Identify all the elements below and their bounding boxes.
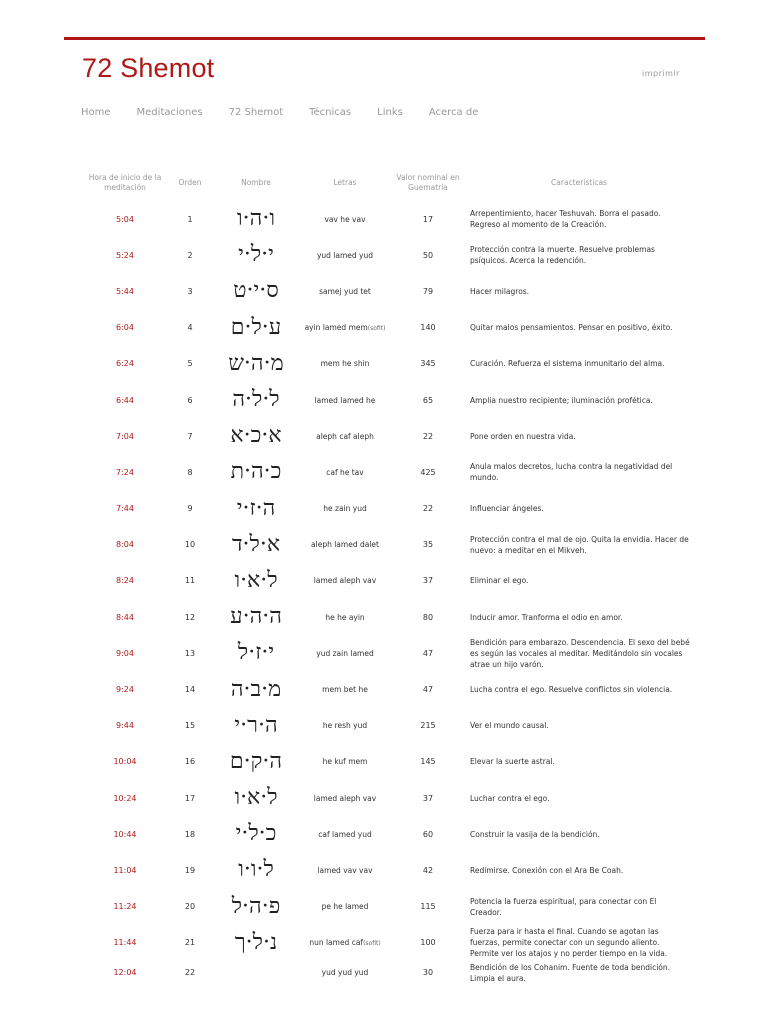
hora-cell: 11:04 xyxy=(113,865,137,875)
hora-cell: 5:24 xyxy=(116,250,134,260)
sofit-note: (sofit) xyxy=(363,939,381,947)
valor-cell: 22 xyxy=(422,431,434,441)
nombre-cell: י·ל·י xyxy=(238,242,274,268)
letras-text: caf he tav xyxy=(326,467,364,477)
nombre-cell: ה·ק·ם xyxy=(229,748,283,774)
letras-cell xyxy=(302,310,388,346)
hora-cell: 5:44 xyxy=(116,286,134,296)
table-row xyxy=(80,816,690,852)
letras-text: lamed aleph vav xyxy=(313,576,377,586)
orden-cell: 4 xyxy=(187,323,193,333)
valor-cell: 42 xyxy=(422,865,434,875)
letras-text: pe he lamed xyxy=(321,902,369,912)
caracteristicas-cell: Fuerza para ir hasta el final. Cuando se agotan las fuerzas, permite conectar con un segundo aliento. Permite ver los atajos y no perder tiempo en la vida. xyxy=(470,927,668,959)
table-row xyxy=(80,744,690,780)
site-title[interactable]: 72 Shemot xyxy=(82,53,215,83)
caracteristicas-cell: Quitar malos pensamientos. Pensar en positivo, éxito. xyxy=(470,323,673,333)
caracteristicas-cell: Arrepentimiento, hacer Teshuvah. Borra el pasado. Regreso al momento de la Creación. xyxy=(470,209,661,230)
nombre-cell: כ·ל·י xyxy=(235,821,277,847)
valor-cell: 425 xyxy=(420,467,436,477)
orden-cell: 1 xyxy=(187,214,193,224)
valor-cell: 47 xyxy=(422,685,434,695)
letras-text: mem he shin xyxy=(320,359,370,369)
letras-cell xyxy=(302,599,388,635)
orden-cell: 17 xyxy=(184,793,196,803)
table-row xyxy=(80,454,690,490)
nombre-cell: ו·ה·ו xyxy=(237,206,275,232)
valor-cell: 60 xyxy=(422,829,434,839)
nombre-cell: ע·ל·ם xyxy=(230,314,282,340)
letras-cell xyxy=(302,889,388,925)
nav-72-shemot[interactable]: 72 Shemot xyxy=(228,107,284,118)
nav-home[interactable]: Home xyxy=(81,107,111,118)
orden-cell: 22 xyxy=(184,968,196,978)
caracteristicas-cell: Eliminar el ego. xyxy=(470,576,529,586)
letras-cell xyxy=(302,237,388,273)
letras-text: aleph lamed dalet xyxy=(311,540,379,550)
table-row xyxy=(80,708,690,744)
nombre-cell: ל·ל·ה xyxy=(232,387,280,413)
letras-cell xyxy=(302,201,388,237)
header-hora: Hora de inicio de la meditación xyxy=(88,173,162,192)
valor-cell: 345 xyxy=(420,359,436,369)
table-row xyxy=(80,925,690,961)
table-row xyxy=(80,201,690,237)
letras-text: he kuf mem xyxy=(322,757,368,767)
orden-cell: 7 xyxy=(187,431,193,441)
nav-tecnicas[interactable]: Técnicas xyxy=(309,107,352,118)
valor-cell: 50 xyxy=(422,250,434,260)
header-letras: Letras xyxy=(333,178,357,187)
nombre-cell: ל·א·ו xyxy=(234,567,278,593)
valor-cell: 37 xyxy=(422,576,434,586)
table-row xyxy=(80,237,690,273)
letras-text: he resh yud xyxy=(322,721,368,731)
orden-cell: 9 xyxy=(187,504,193,514)
hora-cell: 7:04 xyxy=(116,431,134,441)
caracteristicas-cell: Elevar la suerte astral. xyxy=(470,757,555,767)
caracteristicas-cell: Construir la vasija de la bendición. xyxy=(470,829,600,839)
hora-cell: 7:24 xyxy=(116,467,134,477)
letras-text: mem bet he xyxy=(322,685,368,695)
letras-cell xyxy=(302,744,388,780)
orden-cell: 11 xyxy=(184,576,196,586)
orden-cell: 13 xyxy=(184,648,196,658)
header-valor: Valor nominal en Guematría xyxy=(396,173,460,192)
letras-text: yud lamed yud xyxy=(316,250,374,260)
orden-cell: 15 xyxy=(184,721,196,731)
caracteristicas-cell: Protección contra la muerte. Resuelve problemas psíquicos. Acerca la redención. xyxy=(470,245,655,266)
hora-cell: 10:24 xyxy=(113,793,137,803)
table-row xyxy=(80,418,690,454)
table-row xyxy=(80,635,690,671)
hora-cell: 7:44 xyxy=(116,504,134,514)
valor-cell: 115 xyxy=(420,902,436,912)
valor-cell: 100 xyxy=(420,938,436,948)
letras-cell xyxy=(302,527,388,563)
hora-cell: 11:24 xyxy=(113,902,137,912)
nav-meditaciones[interactable]: Meditaciones xyxy=(136,107,203,118)
valor-cell: 80 xyxy=(422,612,434,622)
nombre-cell: ס·י·ט xyxy=(233,278,279,304)
nombre-cell: ה·ר·י xyxy=(234,712,278,738)
orden-cell: 16 xyxy=(184,757,196,767)
nombre-cell: ל·ו·ו xyxy=(238,857,274,883)
orden-cell: 20 xyxy=(184,902,196,912)
letras-text: yud zain lamed xyxy=(316,648,374,658)
caracteristicas-cell: Redimirse. Conexión con el Ara Be Coah. xyxy=(470,865,624,875)
letras-cell xyxy=(302,491,388,527)
nav-acerca-de[interactable]: Acerca de xyxy=(428,107,479,118)
letras-text: lamed vav vav xyxy=(317,865,373,875)
nombre-cell: ה·ה·ע xyxy=(230,604,282,630)
header-nombre: Nombre xyxy=(241,178,271,187)
caracteristicas-cell: Luchar contra el ego. xyxy=(470,793,550,803)
orden-cell: 8 xyxy=(187,467,193,477)
nombre-cell: ה·ז·י xyxy=(236,495,276,521)
letras-text: lamed lamed he xyxy=(314,395,376,405)
letras-text: lamed aleph vav xyxy=(313,793,377,803)
hora-cell: 6:24 xyxy=(116,359,134,369)
letras-text: aleph caf aleph xyxy=(316,431,374,441)
caracteristicas-cell: Hacer milagros. xyxy=(470,286,530,296)
valor-cell: 22 xyxy=(422,504,434,514)
hora-cell: 8:24 xyxy=(116,576,134,586)
nombre-cell: א·ל·ד xyxy=(231,531,281,557)
letras-text: vav he vav xyxy=(324,214,366,224)
nombre-cell: נ·ל·ך xyxy=(234,929,278,955)
hora-cell: 10:04 xyxy=(113,757,137,767)
hora-cell: 5:04 xyxy=(116,214,134,224)
orden-cell: 12 xyxy=(184,612,196,622)
letras-text: nun lamed caf xyxy=(309,937,364,947)
caracteristicas-cell: Inducir amor. Tranforma el odio en amor. xyxy=(470,612,623,622)
letras-cell xyxy=(302,780,388,816)
valor-cell: 35 xyxy=(422,540,434,550)
hora-cell: 6:04 xyxy=(116,323,134,333)
letras-cell xyxy=(302,273,388,309)
valor-cell: 65 xyxy=(422,395,434,405)
letras-text: ayin lamed mem xyxy=(304,322,368,332)
header-caracteristicas: Características xyxy=(551,178,607,187)
letras-text: he zain yud xyxy=(323,504,367,514)
caracteristicas-cell: Lucha contra el ego. Resuelve conflictos sin violencia. xyxy=(470,685,673,695)
nombre-cell: א·כ·א xyxy=(230,423,282,449)
letras-cell xyxy=(302,382,388,418)
orden-cell: 5 xyxy=(187,359,193,369)
nombre-cell xyxy=(210,961,302,985)
letras-text: samej yud tet xyxy=(319,286,371,296)
orden-cell: 2 xyxy=(187,250,193,260)
caracteristicas-cell: Amplia nuestro recipiente; iluminación profética. xyxy=(470,395,653,405)
caracteristicas-cell: Pone orden en nuestra vida. xyxy=(470,431,576,441)
hora-cell: 11:44 xyxy=(113,938,137,948)
letras-cell xyxy=(302,852,388,888)
header-rule xyxy=(64,37,705,40)
table-row xyxy=(80,382,690,418)
print-link[interactable]: imprimir xyxy=(642,69,680,78)
table-row xyxy=(80,780,690,816)
nombre-cell: כ·ה·ת xyxy=(230,459,282,485)
valor-cell: 17 xyxy=(422,214,434,224)
table-row xyxy=(80,671,690,707)
orden-cell: 21 xyxy=(184,938,196,948)
caracteristicas-cell: Ver el mundo causal. xyxy=(470,721,549,731)
orden-cell: 10 xyxy=(184,540,196,550)
valor-cell: 37 xyxy=(422,793,434,803)
orden-cell: 18 xyxy=(184,829,196,839)
table-row xyxy=(80,599,690,635)
nombre-cell: פ·ה·ל xyxy=(231,893,281,919)
orden-cell: 19 xyxy=(184,865,196,875)
nav-links[interactable]: Links xyxy=(377,107,403,118)
caracteristicas-cell: Anula malos decretos, lucha contra la negatividad del mundo. xyxy=(470,462,673,483)
letras-text: yud yud yud xyxy=(321,968,369,978)
table-row xyxy=(80,527,690,563)
valor-cell: 79 xyxy=(422,286,434,296)
table-row xyxy=(80,273,690,309)
orden-cell: 14 xyxy=(184,685,196,695)
caracteristicas-cell: Protección contra el mal de ojo. Quita la envidia. Hacer de nuevo: a meditar en el Mikveh. xyxy=(470,534,689,555)
nombre-cell: ל·א·ו xyxy=(234,785,278,811)
nombre-cell: מ·ה·ש xyxy=(228,350,284,376)
caracteristicas-cell: Bendición de los Cohanim. Fuente de toda bendición. Limpia el aura. xyxy=(470,962,670,983)
hora-cell: 9:44 xyxy=(116,721,134,731)
valor-cell: 215 xyxy=(420,721,436,731)
letras-cell xyxy=(302,346,388,382)
caracteristicas-cell: Bendición para embarazo. Descendencia. El sexo del bebé es según las vocales al meditar. Meditándolo sin vocales atrae un hijo varón. xyxy=(470,637,690,669)
letras-cell xyxy=(302,708,388,744)
letras-cell xyxy=(302,418,388,454)
hora-cell: 6:44 xyxy=(116,395,134,405)
letras-cell xyxy=(302,635,388,671)
letras-text: caf lamed yud xyxy=(318,829,372,839)
table-row xyxy=(80,491,690,527)
shemot-table xyxy=(80,165,690,985)
valor-cell: 140 xyxy=(420,323,436,333)
table-row xyxy=(80,346,690,382)
orden-cell: 3 xyxy=(187,286,193,296)
orden-cell: 6 xyxy=(187,395,193,405)
main-nav xyxy=(81,107,504,118)
valor-cell: 30 xyxy=(422,968,434,978)
letras-text: he he ayin xyxy=(325,612,365,622)
table-row xyxy=(80,852,690,888)
letras-cell xyxy=(302,816,388,852)
nombre-cell: י·ז·ל xyxy=(237,640,275,666)
hora-cell: 9:24 xyxy=(116,685,134,695)
hora-cell: 10:44 xyxy=(113,829,137,839)
letras-cell xyxy=(302,454,388,490)
hora-cell: 9:04 xyxy=(116,648,134,658)
sofit-note: (sofit) xyxy=(367,324,386,332)
table-row xyxy=(80,889,690,925)
letras-cell xyxy=(302,961,388,985)
nombre-cell: מ·ב·ה xyxy=(230,676,282,702)
hora-cell: 12:04 xyxy=(113,968,137,978)
caracteristicas-cell: Potencia la fuerza espiritual, para conectar con El Creador. xyxy=(470,896,657,917)
valor-cell: 47 xyxy=(422,648,434,658)
hora-cell: 8:44 xyxy=(116,612,134,622)
table-row xyxy=(80,961,690,985)
header-orden: Orden xyxy=(178,178,202,187)
letras-cell xyxy=(302,563,388,599)
table-row xyxy=(80,310,690,346)
letras-cell xyxy=(302,671,388,707)
caracteristicas-cell: Curación. Refuerza el sistema inmunitario del alma. xyxy=(470,359,665,369)
letras-cell xyxy=(302,925,388,961)
caracteristicas-cell: Influenciar ángeles. xyxy=(470,504,544,514)
table-row xyxy=(80,563,690,599)
valor-cell: 145 xyxy=(420,757,436,767)
hora-cell: 8:04 xyxy=(116,540,134,550)
